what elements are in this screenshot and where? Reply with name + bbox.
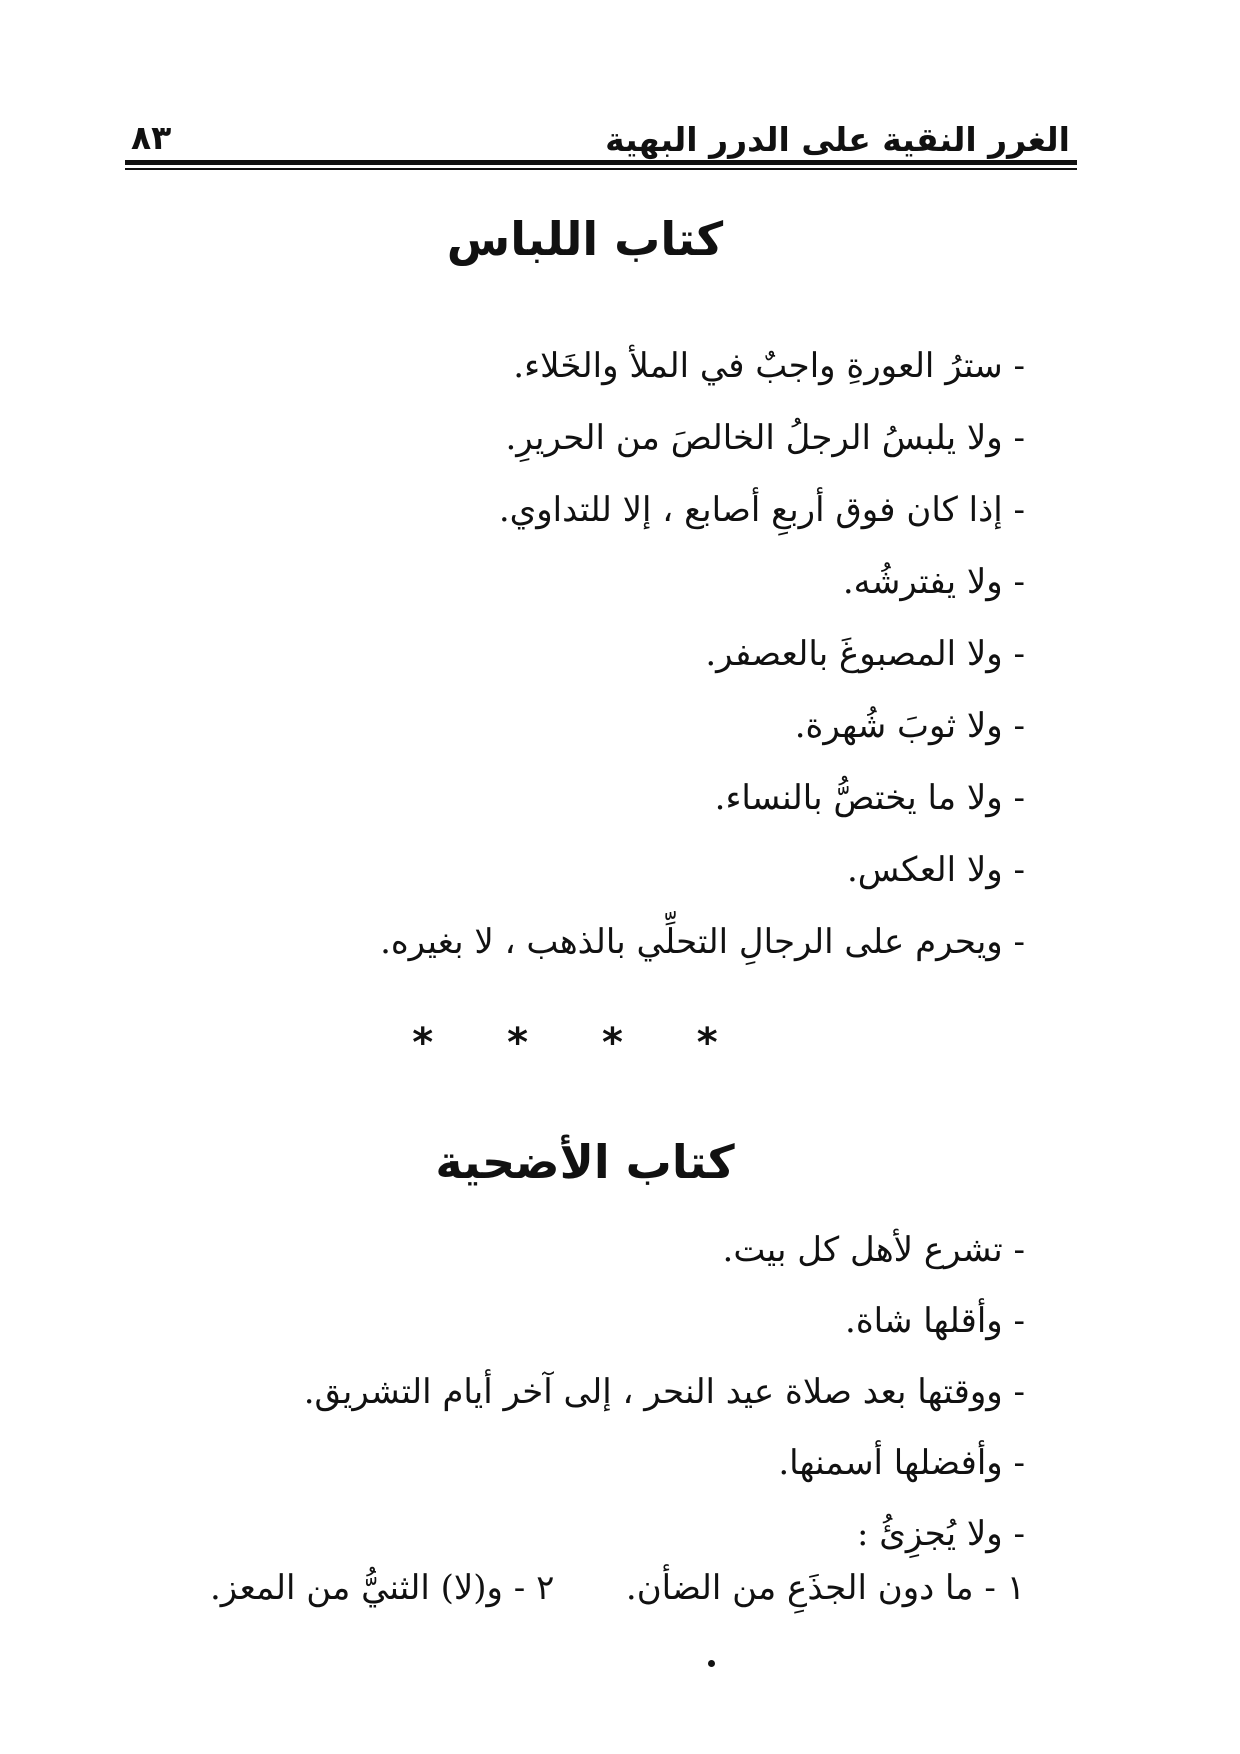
header-rule-thick [125,160,1077,165]
subitem-1: ١ - ما دون الجذَعِ من الضأن. [625,1568,1025,1608]
list-item: - تشرع لأهل كل بيت. [722,1230,1025,1270]
subitem-2: ٢ - و(لا) الثنيُّ من المعز. [210,1568,555,1608]
list-item: - وأفضلها أسمنها. [778,1443,1025,1483]
numbered-subitems [150,1568,1025,1628]
list-item: - ويحرم على الرجالِ التحلِّي بالذهب ، لا بغيره. [380,922,1025,962]
list-item: - وأقلها شاة. [845,1301,1025,1341]
list-item: - سترُ العورةِ واجبٌ في الملأ والخَلاء. [513,346,1025,386]
sacrifice-rules-list [150,1215,1025,1570]
list-item: - ولا يُجزِئُ : [857,1514,1025,1554]
ink-dot [708,1660,715,1667]
list-item: - ولا العكس. [846,850,1025,890]
section-divider-stars: * * * * [412,1020,748,1066]
running-header-title: الغرر النقية على الدرر البهية [605,120,1070,159]
page-number: ٨٣ [131,118,172,157]
running-header [125,112,1070,162]
list-item: - ولا المصبوغَ بالعصفر. [705,634,1025,674]
list-item: - ولا يفترشُه. [842,562,1025,602]
section-title-sacrifice: كتاب الأضحية [435,1135,735,1189]
list-item: - إذا كان فوق أربعِ أصابع ، إلا للتداوي. [498,490,1025,530]
clothing-rules-list [150,330,1025,978]
header-rule-thin [125,168,1077,170]
list-item: - ولا ثوبَ شُهرة. [794,706,1025,746]
list-item: - ولا ما يختصُّ بالنساء. [714,778,1025,818]
section-title-clothing: كتاب اللباس [446,212,724,266]
list-item: - ووقتها بعد صلاة عيد النحر ، إلى آخر أيام التشريق. [303,1372,1025,1412]
list-item: - ولا يلبسُ الرجلُ الخالصَ من الحريرِ. [505,418,1025,458]
